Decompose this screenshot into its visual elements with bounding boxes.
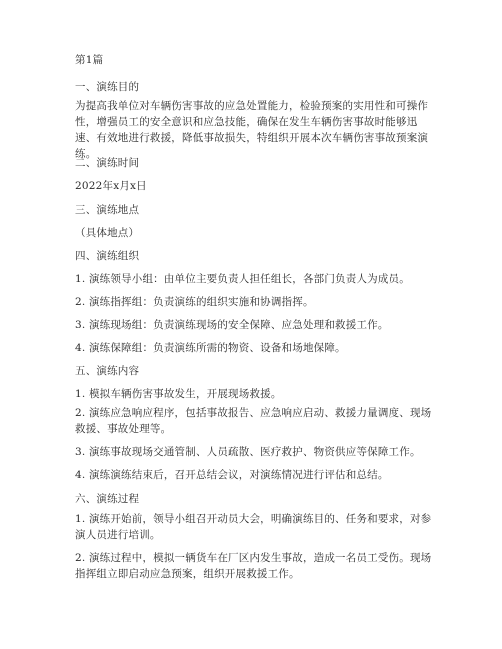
- section-heading-content: 五、演练内容: [75, 365, 140, 377]
- list-item: 4. 演练演练结束后，召开总结会议，对演练情况进行评估和总结。: [75, 469, 389, 481]
- section-body-time: 2022年x月x日: [75, 180, 147, 192]
- list-item: 3. 演练现场组：负责演练现场的安全保障、应急处理和救援工作。: [75, 319, 389, 331]
- section-heading-location: 三、演练地点: [75, 204, 140, 216]
- part-label: 第1篇: [75, 54, 104, 66]
- section-heading-organization: 四、演练组织: [75, 250, 140, 262]
- list-item: 1. 演练开始前，领导小组召开动员大会，明确演练目的、任务和要求，对参演人员进行培训。: [75, 513, 432, 541]
- list-item: 3. 演练事故现场交通管制、人员疏散、医疗救护、物资供应等保障工作。: [75, 446, 421, 458]
- section-heading-time: 二、演练时间: [75, 157, 140, 169]
- list-item: 2. 演练过程中，模拟一辆货车在厂区内发生事故，造成一名员工受伤。现场指挥组立即启动应急预案，组织开展救援工作。: [75, 552, 432, 580]
- list-item: 2. 演练指挥组：负责演练的组织实施和协调指挥。: [75, 296, 314, 308]
- list-item: 2. 演练应急响应程序，包括事故报告、应急响应启动、救援力量调度、现场救援、事故处理等。: [75, 407, 432, 435]
- list-item: 1. 模拟车辆伤害事故发生，开展现场救援。: [75, 388, 282, 400]
- list-item: 1. 演练领导小组：由单位主要负责人担任组长，各部门负责人为成员。: [75, 273, 410, 285]
- list-item: 4. 演练保障组：负责演练所需的物资、设备和场地保障。: [75, 342, 346, 354]
- section-heading-process: 六、演练过程: [75, 493, 140, 505]
- section-heading-purpose: 一、演练目的: [75, 81, 140, 93]
- section-body-purpose: 为提高我单位对车辆伤害事故的应急处置能力，检验预案的实用性和可操作性，增强员工的安全意识和应急技能，确保在发生车辆伤害事故时能够迅速、有效地进行救援，降低事故损失，特组织开展本次车辆伤害事故预案演练。: [75, 100, 429, 160]
- section-body-location: （具体地点）: [75, 227, 140, 239]
